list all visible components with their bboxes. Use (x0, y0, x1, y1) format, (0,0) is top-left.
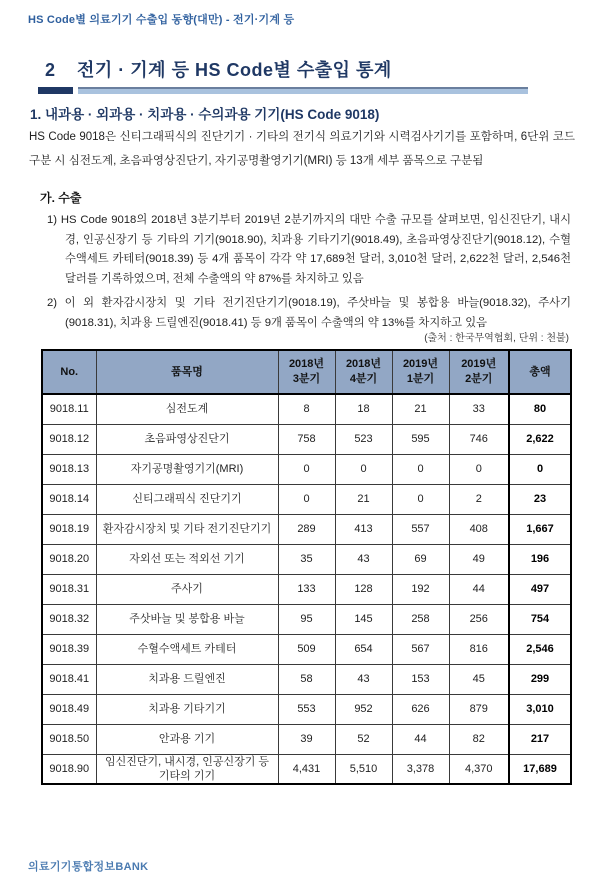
cell-total: 80 (509, 394, 571, 424)
cell-total: 196 (509, 544, 571, 574)
cell-q2: 128 (335, 574, 392, 604)
item-text: HS Code 9018의 2018년 3분기부터 2019년 2분기까지의 대만 수출 규모를 살펴보면, 임신진단기, 내시경, 인공신장기 등 기타의 기기(9018.90), 치과용 기타기기(9018.49), 초음파영상진단기(9018.12), 수혈수액세트 카테터(9018.39) 등 4개 품목이 각각 약 17,689천 달러, 3,010천 달러, 2,622천 달러, 2,546천 달러를 기록하였으며, 전체 수출액의 약 87%를 차지하고 있음 (60, 214, 571, 285)
cell-total: 23 (509, 484, 571, 514)
column-header-total: 총액 (509, 350, 571, 394)
cell-no: 9018.50 (42, 724, 96, 754)
cell-q4: 82 (449, 724, 509, 754)
intro-paragraph: HS Code 9018은 신티그래픽식의 진단기기 · 기타의 전기식 의료기기와 시력검사기기를 포함하며, 6단위 코드 구분 시 심전도계, 초음파영상진단기, 자기공명촬영기기(MRI) 등 13개 세부 품목으로 구분됨 (29, 131, 575, 167)
cell-total: 0 (509, 454, 571, 484)
cell-q3: 258 (392, 604, 449, 634)
cell-name: 주삿바늘 및 봉합용 바늘 (96, 604, 278, 634)
cell-name: 자기공명촬영기기(MRI) (96, 454, 278, 484)
cell-q2: 145 (335, 604, 392, 634)
item-marker: 2) (47, 297, 58, 309)
table-row (42, 454, 571, 484)
cell-q4: 33 (449, 394, 509, 424)
cell-no: 9018.32 (42, 604, 96, 634)
cell-total: 1,667 (509, 514, 571, 544)
cell-q4: 408 (449, 514, 509, 544)
section-title: 전기 · 기계 등 HS Code별 수출입 통계 (77, 60, 392, 80)
item-text: 이 외 환자감시장치 및 기타 전기진단기기(9018.19), 주삿바늘 및 봉합용 바늘(9018.32), 주사기(9018.31), 치과용 드릴엔진(9018.41) 등 9개 품목이 수출액의 약 13%를 차지하고 있음 (64, 297, 571, 329)
page-footer-brand: 의료기기통합정보BANK (28, 861, 149, 873)
cell-no: 9018.14 (42, 484, 96, 514)
cell-q2: 43 (335, 544, 392, 574)
cell-name: 임신진단기, 내시경, 인공신장기 등 기타의 기기 (96, 754, 278, 784)
column-header-q1 (278, 350, 335, 394)
cell-no: 9018.90 (42, 754, 96, 784)
cell-q3: 557 (392, 514, 449, 544)
item-marker: 1) (47, 214, 58, 226)
cell-q1: 95 (278, 604, 335, 634)
cell-name: 신티그래픽식 진단기기 (96, 484, 278, 514)
cell-q1: 289 (278, 514, 335, 544)
column-header-name: 품목명 (96, 350, 278, 394)
cell-total: 2,546 (509, 634, 571, 664)
cell-no: 9018.13 (42, 454, 96, 484)
cell-name: 환자감시장치 및 기타 전기진단기기 (96, 514, 278, 544)
cell-name: 수혈수액세트 카테터 (96, 634, 278, 664)
cell-q4: 2 (449, 484, 509, 514)
cell-no: 9018.11 (42, 394, 96, 424)
column-header-q3 (392, 350, 449, 394)
cell-q3: 0 (392, 454, 449, 484)
cell-q2: 654 (335, 634, 392, 664)
underline-light-bar (78, 87, 528, 94)
cell-total: 17,689 (509, 754, 571, 784)
q3-year: 2019년 (402, 358, 439, 371)
cell-q3: 567 (392, 634, 449, 664)
table-row (42, 544, 571, 574)
section-underline (38, 87, 568, 94)
cell-total: 754 (509, 604, 571, 634)
cell-name: 자외선 또는 적외선 기기 (96, 544, 278, 574)
table-row (42, 724, 571, 754)
cell-q3: 3,378 (392, 754, 449, 784)
export-heading: 가. 수출 (40, 191, 82, 205)
section-number: 2 (45, 60, 56, 80)
table-row (42, 694, 571, 724)
cell-no: 9018.19 (42, 514, 96, 544)
table-header-row (42, 350, 571, 394)
table-row (42, 664, 571, 694)
column-header-no: No. (42, 350, 96, 394)
cell-total: 217 (509, 724, 571, 754)
table-row (42, 424, 571, 454)
cell-name: 치과용 드릴엔진 (96, 664, 278, 694)
export-item-2 (47, 294, 571, 333)
q4-year: 2019년 (461, 358, 497, 371)
cell-q3: 0 (392, 484, 449, 514)
cell-q1: 553 (278, 694, 335, 724)
cell-q1: 0 (278, 484, 335, 514)
cell-q4: 879 (449, 694, 509, 724)
table-row (42, 394, 571, 424)
cell-name: 치과용 기타기기 (96, 694, 278, 724)
cell-q3: 595 (392, 424, 449, 454)
cell-q4: 256 (449, 604, 509, 634)
cell-name: 안과용 기기 (96, 724, 278, 754)
cell-q1: 8 (278, 394, 335, 424)
cell-q3: 153 (392, 664, 449, 694)
cell-q3: 44 (392, 724, 449, 754)
cell-q2: 952 (335, 694, 392, 724)
cell-q4: 746 (449, 424, 509, 454)
column-header-q4 (449, 350, 509, 394)
column-header-q2 (335, 350, 392, 394)
cell-q2: 523 (335, 424, 392, 454)
cell-q1: 58 (278, 664, 335, 694)
cell-q4: 49 (449, 544, 509, 574)
cell-name: 주사기 (96, 574, 278, 604)
cell-q1: 0 (278, 454, 335, 484)
cell-total: 2,622 (509, 424, 571, 454)
section-title-block (38, 56, 568, 94)
cell-no: 9018.20 (42, 544, 96, 574)
cell-q1: 39 (278, 724, 335, 754)
table-row (42, 574, 571, 604)
export-items (47, 211, 571, 338)
cell-q4: 0 (449, 454, 509, 484)
export-statistics-table (41, 349, 572, 785)
cell-total: 299 (509, 664, 571, 694)
cell-q2: 18 (335, 394, 392, 424)
cell-q3: 192 (392, 574, 449, 604)
cell-q2: 413 (335, 514, 392, 544)
cell-q1: 35 (278, 544, 335, 574)
cell-name: 초음파영상진단기 (96, 424, 278, 454)
cell-q3: 626 (392, 694, 449, 724)
cell-q4: 45 (449, 664, 509, 694)
cell-q1: 4,431 (278, 754, 335, 784)
page-header: HS Code별 의료기기 수출입 동향(대만) - 전기·기계 등 (28, 14, 295, 26)
cell-q1: 133 (278, 574, 335, 604)
cell-no: 9018.12 (42, 424, 96, 454)
table-row (42, 514, 571, 544)
cell-q4: 4,370 (449, 754, 509, 784)
cell-no: 9018.39 (42, 634, 96, 664)
table-row (42, 634, 571, 664)
table-row (42, 604, 571, 634)
q3-label: 1분기 (406, 373, 435, 385)
table-row (42, 754, 571, 784)
cell-q3: 21 (392, 394, 449, 424)
cell-q3: 69 (392, 544, 449, 574)
cell-q1: 509 (278, 634, 335, 664)
cell-name: 심전도계 (96, 394, 278, 424)
subsection-title: 1. 내과용 · 외과용 · 치과용 · 수의과용 기기(HS Code 9018) (30, 107, 380, 122)
cell-q4: 816 (449, 634, 509, 664)
cell-total: 3,010 (509, 694, 571, 724)
q1-year: 2018년 (288, 358, 325, 371)
cell-no: 9018.49 (42, 694, 96, 724)
cell-q2: 0 (335, 454, 392, 484)
q1-label: 3분기 (292, 373, 321, 385)
table-row (42, 484, 571, 514)
cell-q2: 5,510 (335, 754, 392, 784)
table-body (42, 394, 571, 784)
cell-q2: 21 (335, 484, 392, 514)
q4-label: 2분기 (465, 373, 493, 385)
export-item-1 (47, 211, 571, 289)
underline-dark-bar (38, 87, 73, 94)
cell-no: 9018.31 (42, 574, 96, 604)
cell-q2: 52 (335, 724, 392, 754)
cell-total: 497 (509, 574, 571, 604)
cell-no: 9018.41 (42, 664, 96, 694)
source-note: (출처 : 한국무역협회, 단위 : 천불) (424, 333, 569, 344)
q2-label: 4분기 (349, 373, 378, 385)
q2-year: 2018년 (345, 358, 382, 371)
cell-q4: 44 (449, 574, 509, 604)
cell-q1: 758 (278, 424, 335, 454)
cell-q2: 43 (335, 664, 392, 694)
